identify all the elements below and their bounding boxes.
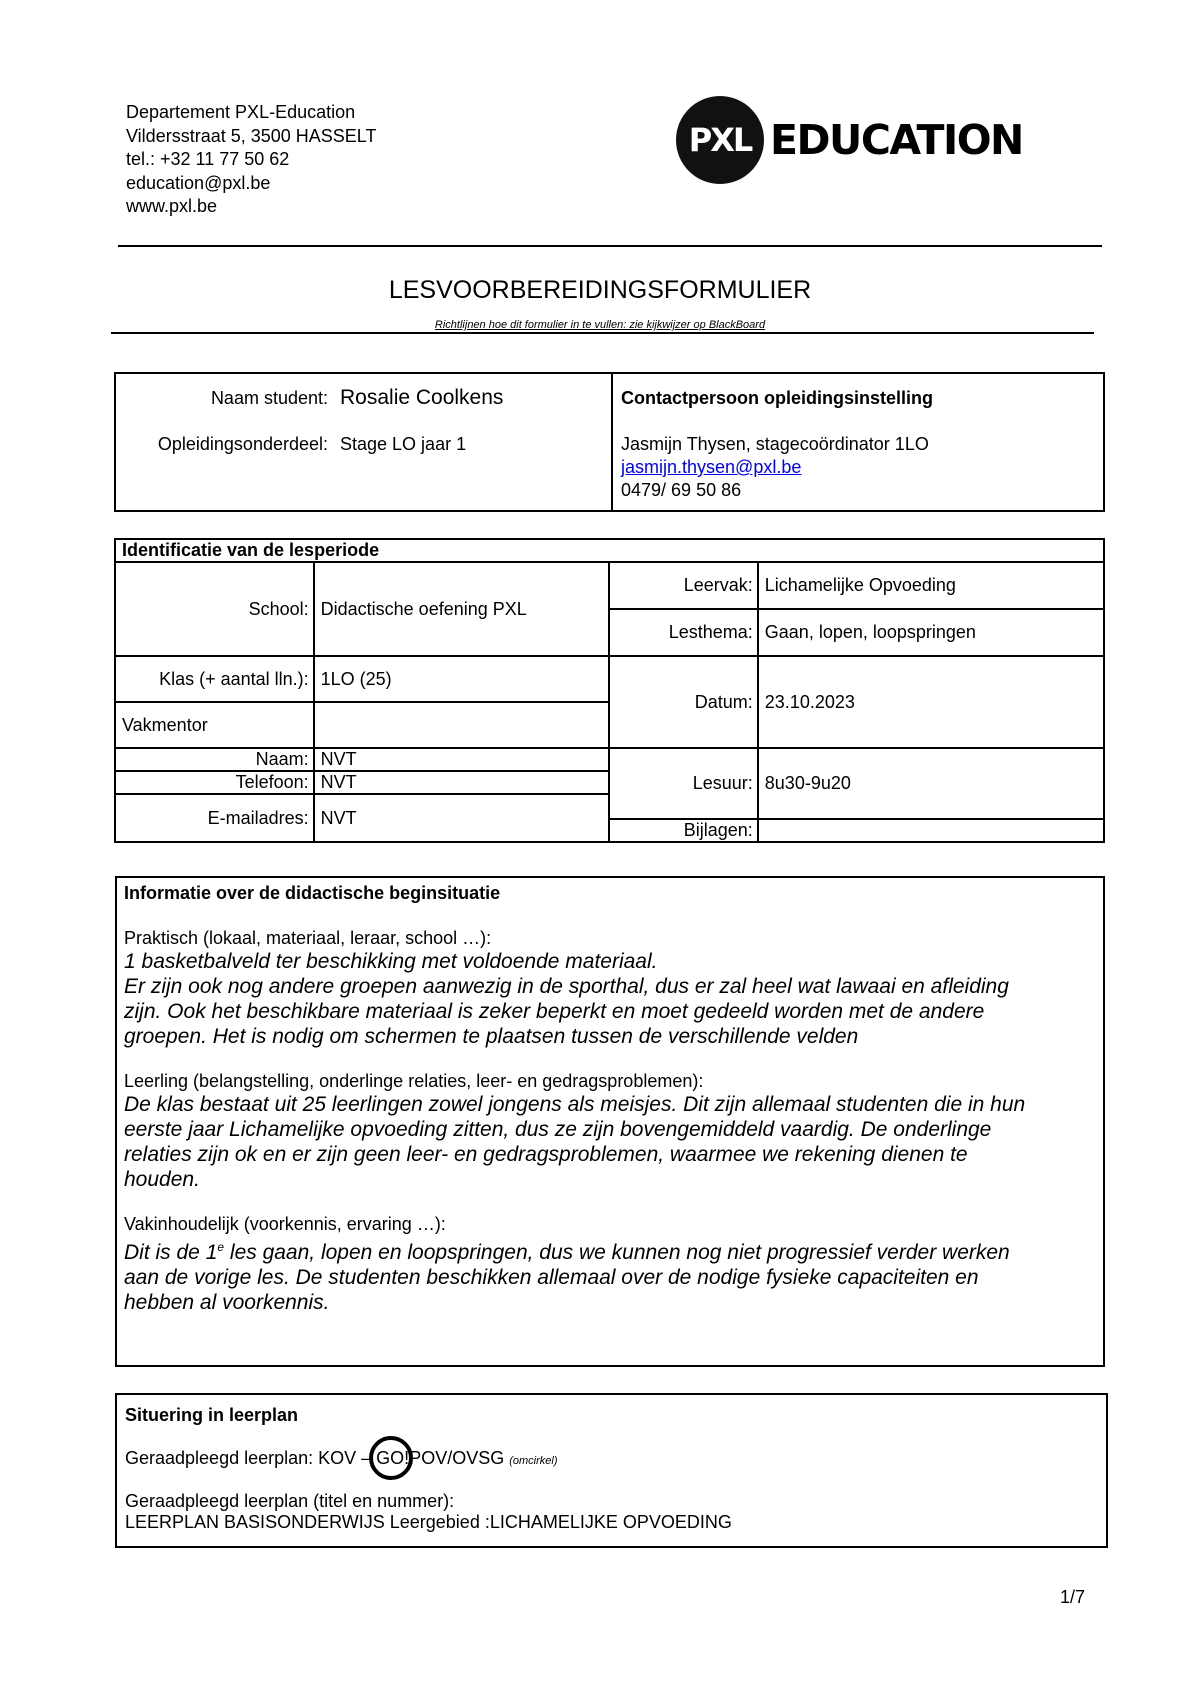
leerling-line: houden. (124, 1168, 200, 1191)
lesuur-value: 8u30-9u20 (758, 748, 1104, 819)
vakinhoud-line: hebben al voorkennis. (124, 1291, 330, 1314)
vakinhoud-label: Vakinhoudelijk (voorkennis, ervaring …): (124, 1214, 446, 1234)
praktisch-label: Praktisch (lokaal, materiaal, leraar, school …): (124, 928, 492, 948)
lesthema-value: Gaan, lopen, loopspringen (758, 609, 1104, 656)
consulted-curriculum-line (125, 1448, 1098, 1469)
contact-name: Jasmijn Thysen, stagecoördinator 1LO (621, 434, 929, 454)
form-title: LESVOORBEREIDINGSFORMULIER (388, 276, 812, 304)
email-label: E-mailadres: (115, 794, 314, 842)
leerplan-box (115, 1393, 1108, 1548)
praktisch-line: 1 basketbalveld ter beschikking met voldoende materiaal. (124, 950, 658, 973)
email-value: NVT (314, 794, 609, 842)
title-divider (111, 332, 1094, 334)
student-name-label: Naam student: (210, 388, 328, 408)
contact-email-link[interactable]: jasmijn.thysen@pxl.be (621, 457, 802, 477)
vakmentor-value (314, 702, 609, 748)
curriculum-options: Geraadpleegd leerplan: KOV – (125, 1448, 377, 1468)
leerling-label: Leerling (belangstelling, onderlinge relaties, leer- en gedragsproblemen): (124, 1071, 704, 1091)
ordinal-suffix: e (217, 1240, 225, 1254)
praktisch-line: zijn. Ook het beschikbare materiaal is zeker beperkt en moet gedeeld worden met de andere (124, 1000, 985, 1023)
pxl-education-logo (676, 96, 1076, 188)
klas-label: Klas (+ aantal lln.): (115, 656, 314, 702)
naam-label: Naam: (115, 748, 314, 771)
school-value: Didactische oefening PXL (314, 562, 609, 656)
telefoon-label: Telefoon: (115, 771, 314, 794)
address-line: Vildersstraat 5, 3500 HASSELT (126, 125, 377, 146)
logo-mark: PXL (676, 96, 764, 184)
page-number: 1/7 (1060, 1587, 1086, 1607)
curriculum-title-value: LEERPLAN BASISONDERWIJS Leergebied :LICHAMELIJKE OPVOEDING (125, 1512, 732, 1532)
column-divider (611, 374, 613, 510)
institution-address (126, 101, 376, 219)
vakinhoud-line (124, 1235, 1095, 1265)
identification-table (114, 538, 1105, 843)
header-divider (118, 245, 1102, 247)
leervak-label: Leervak: (609, 562, 758, 609)
bijlagen-value (758, 819, 1104, 842)
praktisch-line: Er zijn ook nog andere groepen aanwezig in de sporthal, dus er zal heel wat lawaai en afleiding (124, 975, 1009, 998)
naam-value: NVT (314, 748, 609, 771)
vakinhoud-text: les gaan, lopen en loopspringen, dus we kunnen nog niet progressief verder werken (224, 1241, 1010, 1264)
selection-circle (369, 1436, 413, 1480)
lesuur-label: Lesuur: (609, 748, 758, 819)
beginsituatie-heading: Informatie over de didactische beginsituatie (124, 883, 501, 903)
curriculum-options: POV/OVSG (409, 1448, 505, 1468)
school-label: School: (115, 562, 314, 656)
course-label: Opleidingsonderdeel: (157, 434, 328, 454)
leervak-value: Lichamelijke Opvoeding (758, 562, 1104, 609)
praktisch-line: groepen. Het is nodig om schermen te plaatsen tussen de verschillende velden (124, 1025, 859, 1048)
address-line: tel.: +32 11 77 50 62 (126, 149, 290, 169)
form-instructions: Richtlijnen hoe dit formulier in te vullen: zie kijkwijzer op BlackBoard (434, 319, 766, 331)
leerling-line: relaties zijn ok en er zijn geen leer- en gedragsproblemen, waarmee we rekening dienen te (124, 1143, 968, 1166)
contact-heading: Contactpersoon opleidingsinstelling (621, 388, 934, 408)
curriculum-title-label: Geraadpleegd leerplan (titel en nummer): (125, 1491, 455, 1511)
circled-option-text: GO! (376, 1448, 410, 1468)
lesthema-label: Lesthema: (609, 609, 758, 656)
identification-heading: Identificatie van de lesperiode (115, 539, 1104, 562)
student-info-box (114, 372, 1105, 512)
address-line: Departement PXL-Education (126, 102, 356, 122)
telefoon-value: NVT (314, 771, 609, 794)
circled-option[interactable] (376, 1448, 409, 1469)
datum-label: Datum: (609, 656, 758, 748)
address-line: www.pxl.be (126, 196, 218, 216)
vakinhoud-line: aan de vorige les. De studenten beschikken allemaal over de nodige fysieke capaciteiten en (124, 1266, 979, 1289)
bijlagen-label: Bijlagen: (609, 819, 758, 842)
datum-value: 23.10.2023 (758, 656, 1104, 748)
contact-phone: 0479/ 69 50 86 (621, 480, 742, 500)
circle-instruction: (omcirkel) (509, 1455, 558, 1467)
leerling-line: De klas bestaat uit 25 leerlingen zowel jongens als meisjes. Dit zijn allemaal studenten die in hun (124, 1093, 1026, 1116)
vakinhoud-text: Dit is de 1 (124, 1241, 218, 1264)
beginsituatie-box (115, 876, 1105, 1367)
student-name-value: Rosalie Coolkens (340, 386, 504, 409)
leerplan-heading: Situering in leerplan (125, 1405, 299, 1425)
vakmentor-label: Vakmentor (115, 702, 314, 748)
leerling-line: eerste jaar Lichamelijke opvoeding zitten, dus ze zijn bovengemiddeld vaardig. De onderlinge (124, 1118, 992, 1141)
logo-wordmark: EDUCATION (770, 116, 1023, 164)
klas-value: 1LO (25) (314, 656, 609, 702)
course-value: Stage LO jaar 1 (340, 434, 467, 454)
address-line: education@pxl.be (126, 172, 271, 193)
